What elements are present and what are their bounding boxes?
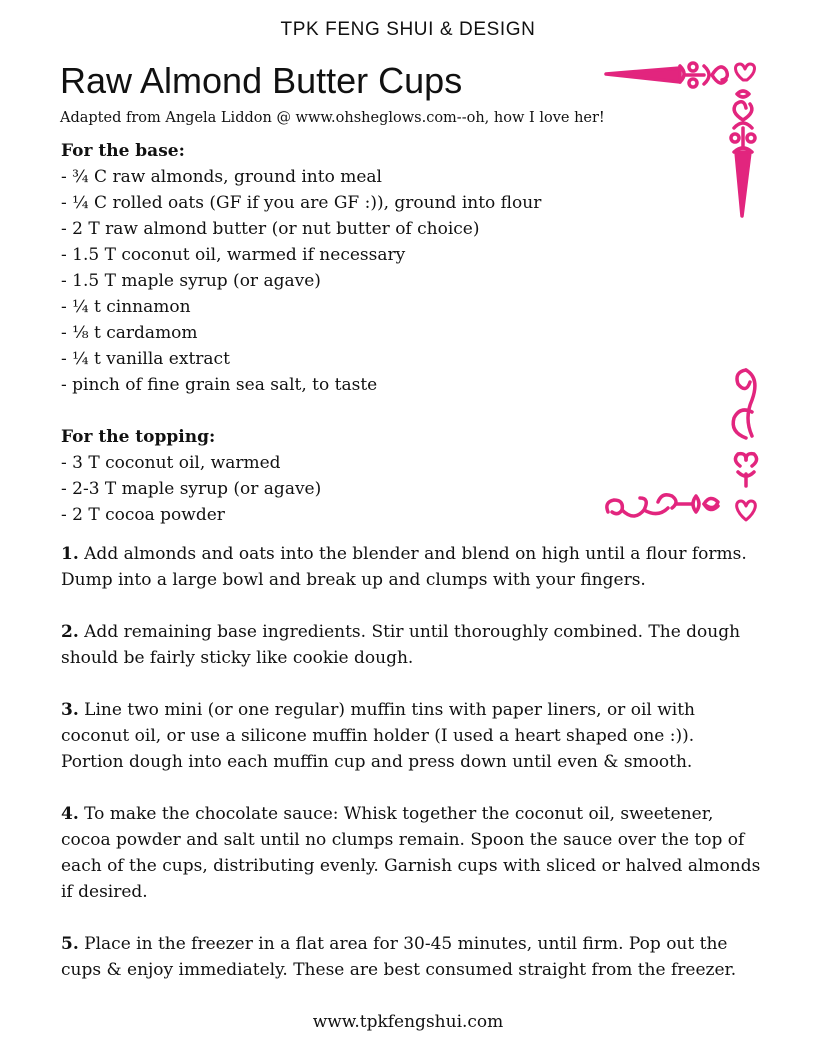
base-ingredients-section <box>61 138 541 398</box>
base-ingredient-item: - ⅛ t cardamom <box>61 323 198 343</box>
base-ingredient-item: - ¼ C rolled oats (GF if you are GF :)), ground into flour <box>61 193 542 213</box>
page-header-brand: TPK FENG SHUI & DESIGN <box>280 19 536 40</box>
topping-ingredient-item: - 3 T coconut oil, warmed <box>61 453 281 473</box>
step-text: Place in the freezer in a flat area for 30-45 minutes, until firm. Pop out the cups & enjoy immediately. These are best consumed straight from the freezer. <box>61 934 737 980</box>
step-text: To make the chocolate sauce: Whisk together the coconut oil, sweetener, cocoa powder and salt until no clumps remain. Spoon the sauce over the top of each of the cups, distributing evenly. Garnish cups with sliced or halved almonds if desired. <box>61 804 761 902</box>
recipe-step <box>61 801 761 905</box>
topping-heading: For the topping: <box>61 427 216 447</box>
step-number: 3. <box>61 700 79 720</box>
step-number: 1. <box>61 544 79 564</box>
base-ingredient-item: - 1.5 T maple syrup (or agave) <box>61 271 321 291</box>
step-text: Line two mini (or one regular) muffin tins with paper liners, or oil with coconut oil, or use a silicone muffin holder (I used a heart shaped one :)). Portion dough into each muffin cup and press down until even & smooth. <box>61 700 695 772</box>
topping-ingredient-item: - 2-3 T maple syrup (or agave) <box>61 479 322 499</box>
recipe-step <box>61 541 761 593</box>
topping-ingredients-section <box>61 424 321 528</box>
recipe-steps <box>61 541 761 1009</box>
recipe-step <box>61 697 761 775</box>
topping-ingredient-item: - 2 T cocoa powder <box>61 505 225 525</box>
base-heading: For the base: <box>61 141 185 161</box>
step-text: Add almonds and oats into the blender and blend on high until a flour forms. Dump into a large bowl and break up and clumps with your fingers. <box>61 544 747 590</box>
base-ingredient-item: - pinch of fine grain sea salt, to taste <box>61 375 378 395</box>
flourish-corner-ornament-icon <box>600 52 762 224</box>
base-ingredient-item: - 2 T raw almond butter (or nut butter of choice) <box>61 219 480 239</box>
footer-website: www.tpkfengshui.com <box>312 1012 504 1032</box>
step-number: 5. <box>61 934 79 954</box>
base-ingredient-item: - ¾ C raw almonds, ground into meal <box>61 167 382 187</box>
recipe-title: Raw Almond Butter Cups <box>60 60 463 101</box>
base-ingredient-item: - 1.5 T coconut oil, warmed if necessary <box>61 245 406 265</box>
recipe-step <box>61 619 761 671</box>
base-ingredient-item: - ¼ t vanilla extract <box>61 349 230 369</box>
step-number: 4. <box>61 804 79 824</box>
step-number: 2. <box>61 622 79 642</box>
recipe-step <box>61 931 761 983</box>
recipe-attribution: Adapted from Angela Liddon @ www.ohsheglows.com--oh, how I love her! <box>60 110 605 126</box>
step-text: Add remaining base ingredients. Stir until thoroughly combined. The dough should be fairly sticky like cookie dough. <box>61 622 741 668</box>
scroll-corner-ornament-icon <box>600 362 768 530</box>
base-ingredient-item: - ¼ t cinnamon <box>61 297 191 317</box>
